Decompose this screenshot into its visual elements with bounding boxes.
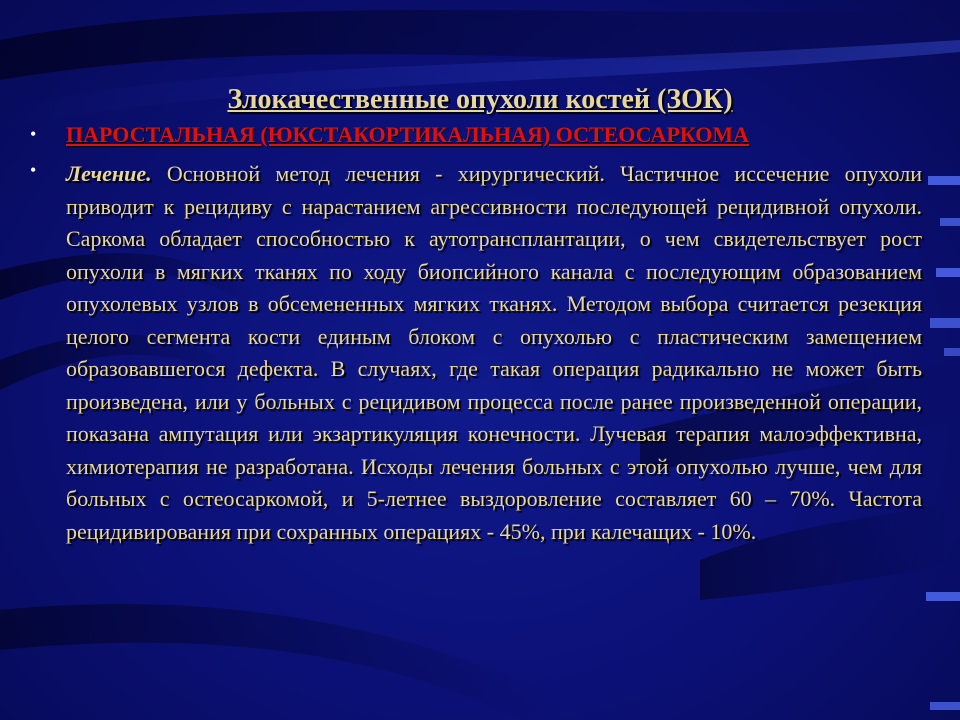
bullet-marker: • — [30, 124, 37, 144]
section-subtitle: ПАРОСТАЛЬНАЯ (ЮКСТАКОРТИКАЛЬНАЯ) ОСТЕОСАРКОМА — [66, 122, 750, 147]
slide-title: Злокачественные опухоли костей (ЗОК) — [227, 84, 733, 115]
treatment-text: Основной метод лечения - хирургический. Частичное иссечение опухоли приводит к рецидиву с нарастанием агрессивности последующей рецидивной опухоли. Саркома обладает способностью к аутотрансплантации, о чем свидетельствует рост опухоли в мягких тканях по ходу биопсийного канала с последующим образованием опухолевых узлов в обсемененных мягких тканях. Методом выбора считается резекция целого сегмента кости единым блоком с опухолью с пластическим замещением образовавшегося дефекта. В случаях, где такая операция радикально не может быть произведена, или у больных с рецидивом процесса после ранее произведенной операции, показана ампутация или экзартикуляция конечности. Лучевая терапия малоэффективна, химиотерапия не разработана. Исходы лечения больных с этой опухолью лучше, чем для больных с остеосаркомой, и 5-летнее выздоровление составляет 60 – 70%. Частота рецидивирования при сохранных операциях - 45%, при калечащих - 10%. — [66, 161, 922, 544]
treatment-lead: Лечение. — [66, 161, 152, 186]
treatment-paragraph — [66, 158, 922, 548]
bullet-marker: • — [30, 160, 37, 180]
